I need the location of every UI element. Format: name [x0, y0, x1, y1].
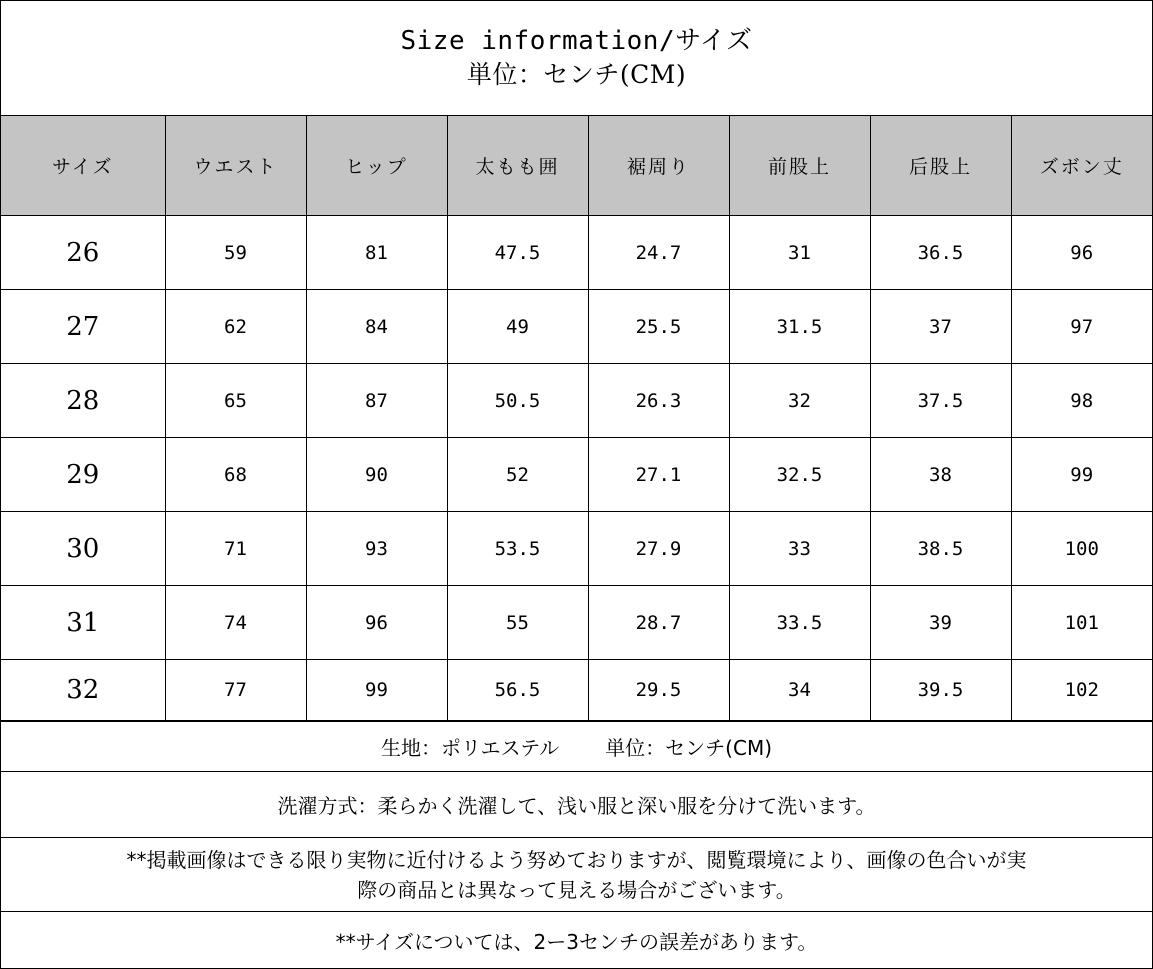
size-error-row — [1, 911, 1152, 969]
size-cell: 27 — [1, 290, 165, 364]
table-cell: 26.3 — [588, 364, 729, 438]
title-line-1: Size information/サイズ — [400, 26, 753, 56]
table-row — [1, 364, 1152, 438]
size-cell: 29 — [1, 438, 165, 512]
header-thigh: 太もも囲 — [447, 116, 588, 216]
size-cell: 32 — [1, 660, 165, 721]
table-cell: 27.9 — [588, 512, 729, 586]
table-cell: 33 — [729, 512, 870, 586]
wash-instructions-row — [1, 771, 1152, 837]
table-cell: 39 — [870, 586, 1011, 660]
table-cell: 31.5 — [729, 290, 870, 364]
table-cell: 47.5 — [447, 216, 588, 290]
table-cell: 39.5 — [870, 660, 1011, 721]
table-cell: 90 — [306, 438, 447, 512]
table-cell: 52 — [447, 438, 588, 512]
table-cell: 87 — [306, 364, 447, 438]
fabric-unit: 単位：センチ(CM) — [605, 736, 773, 760]
table-cell: 99 — [306, 660, 447, 721]
color-note-line-1: **掲載画像はできる限り実物に近付けるよう努めておりますが、閲覧環境により、画像の色合いが実 — [126, 847, 1027, 872]
header-front-rise: 前股上 — [729, 116, 870, 216]
size-cell: 30 — [1, 512, 165, 586]
table-cell: 38.5 — [870, 512, 1011, 586]
table-cell: 25.5 — [588, 290, 729, 364]
table-header-row — [1, 116, 1152, 216]
table-row — [1, 660, 1152, 721]
table-cell: 97 — [1011, 290, 1152, 364]
table-cell: 59 — [165, 216, 306, 290]
table-cell: 84 — [306, 290, 447, 364]
header-length: ズボン丈 — [1011, 116, 1152, 216]
title-line-2: 単位：センチ(CM) — [466, 60, 687, 89]
table-cell: 100 — [1011, 512, 1152, 586]
table-cell: 96 — [1011, 216, 1152, 290]
table-cell: 50.5 — [447, 364, 588, 438]
fabric-material: 生地：ポリエステル — [380, 736, 560, 760]
table-cell: 56.5 — [447, 660, 588, 721]
table-cell: 49 — [447, 290, 588, 364]
table-cell: 55 — [447, 586, 588, 660]
size-error-note: **サイズについては、2ー3センチの誤差があります。 — [335, 930, 818, 954]
table-cell: 101 — [1011, 586, 1152, 660]
title-block — [1, 1, 1152, 116]
table-cell: 37.5 — [870, 364, 1011, 438]
table-cell: 62 — [165, 290, 306, 364]
table-cell: 74 — [165, 586, 306, 660]
fabric-row — [1, 721, 1152, 771]
table-cell: 81 — [306, 216, 447, 290]
table-cell: 38 — [870, 438, 1011, 512]
table-cell: 32.5 — [729, 438, 870, 512]
size-cell: 31 — [1, 586, 165, 660]
size-table — [1, 116, 1152, 721]
table-cell: 32 — [729, 364, 870, 438]
table-cell: 33.5 — [729, 586, 870, 660]
header-hip: ヒップ — [306, 116, 447, 216]
table-row — [1, 216, 1152, 290]
table-cell: 96 — [306, 586, 447, 660]
table-cell: 99 — [1011, 438, 1152, 512]
table-cell: 27.1 — [588, 438, 729, 512]
table-row — [1, 438, 1152, 512]
table-cell: 34 — [729, 660, 870, 721]
header-waist: ウエスト — [165, 116, 306, 216]
table-row — [1, 586, 1152, 660]
table-cell: 71 — [165, 512, 306, 586]
color-note-line-2: 際の商品とは異なって見える場合がございます。 — [357, 877, 796, 902]
color-note-row — [1, 837, 1152, 911]
header-back-rise: 后股上 — [870, 116, 1011, 216]
table-cell: 37 — [870, 290, 1011, 364]
table-cell: 36.5 — [870, 216, 1011, 290]
table-cell: 53.5 — [447, 512, 588, 586]
table-cell: 24.7 — [588, 216, 729, 290]
table-cell: 31 — [729, 216, 870, 290]
table-row — [1, 512, 1152, 586]
table-cell: 65 — [165, 364, 306, 438]
wash-instructions: 洗濯方式：柔らかく洗濯して、浅い服と深い服を分けて洗います。 — [277, 794, 876, 818]
table-cell: 77 — [165, 660, 306, 721]
table-cell: 28.7 — [588, 586, 729, 660]
table-row — [1, 290, 1152, 364]
table-cell: 68 — [165, 438, 306, 512]
table-cell: 29.5 — [588, 660, 729, 721]
header-size: サイズ — [1, 116, 165, 216]
table-cell: 98 — [1011, 364, 1152, 438]
table-cell: 93 — [306, 512, 447, 586]
size-cell: 26 — [1, 216, 165, 290]
size-cell: 28 — [1, 364, 165, 438]
header-hem: 裾周り — [588, 116, 729, 216]
table-cell: 102 — [1011, 660, 1152, 721]
